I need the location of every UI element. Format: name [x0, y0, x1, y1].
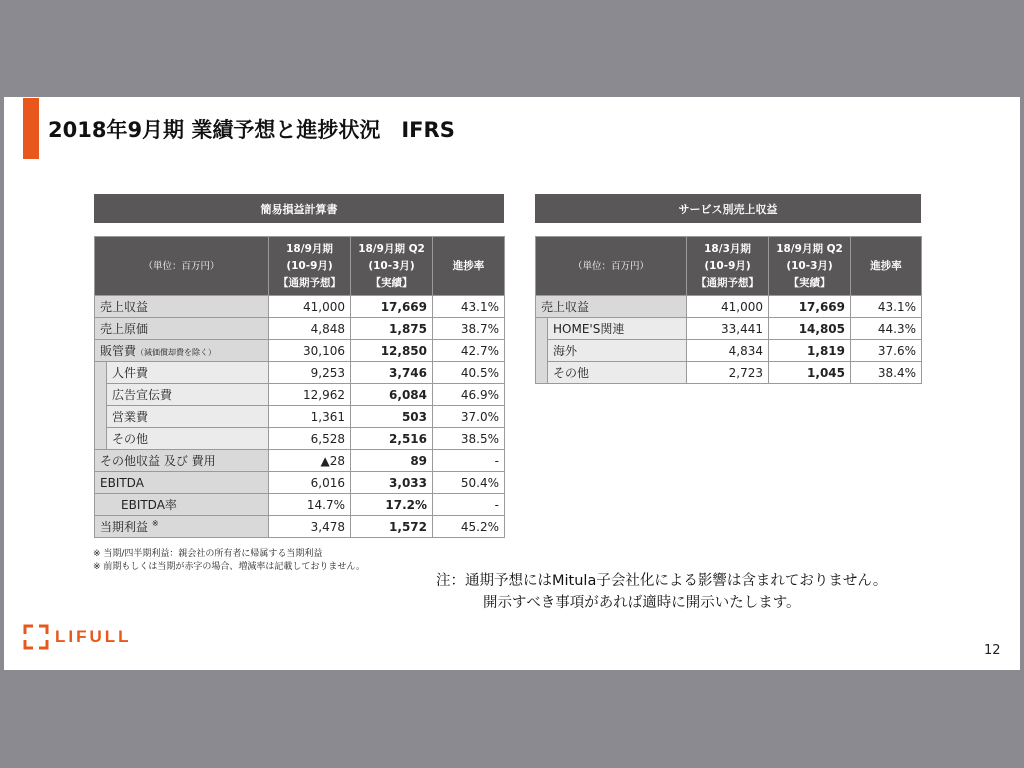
indent-gutter — [536, 318, 548, 384]
unit-header: （単位：百万円） — [95, 237, 269, 296]
table-row: 海外 4,834 1,819 37.6% — [536, 340, 922, 362]
service-revenue-banner: サービス別売上収益 — [535, 194, 921, 223]
bracket-logo-icon — [23, 624, 49, 650]
service-revenue-table — [535, 236, 922, 384]
table-row: 売上収益 41,000 17,669 43.1% — [536, 296, 922, 318]
unit-header: （単位：百万円） — [536, 237, 687, 296]
lifull-logo — [23, 624, 132, 650]
forecast-header: 18/3月期 (10-9月) 【通期予想】 — [687, 237, 769, 296]
actual-header: 18/9月期 Q2 (10-3月) 【実績】 — [769, 237, 851, 296]
table-row: HOME'S関連 33,441 14,805 44.3% — [536, 318, 922, 340]
table-row: EBITDA率 14.7% 17.2% - — [95, 494, 505, 516]
income-statement-table — [94, 236, 505, 538]
table-header-row — [95, 237, 505, 296]
indent-gutter — [95, 362, 107, 450]
table-header-row — [536, 237, 922, 296]
progress-header: 進捗率 — [851, 237, 922, 296]
table-row: 営業費 1,361 503 37.0% — [95, 406, 505, 428]
progress-header: 進捗率 — [433, 237, 505, 296]
table-row: 売上収益 41,000 17,669 43.1% — [95, 296, 505, 318]
income-statement-banner: 簡易損益計算書 — [94, 194, 504, 223]
table-row: EBITDA 6,016 3,033 50.4% — [95, 472, 505, 494]
footnote: ※ 当期/四半期利益：親会社の所有者に帰属する当期利益 — [93, 549, 323, 559]
actual-header: 18/9月期 Q2 (10-3月) 【実績】 — [351, 237, 433, 296]
footnote: ※ 前期もしくは当期が赤字の場合、増減率は記載しておりません。 — [93, 562, 365, 572]
forecast-header: 18/9月期 (10-9月) 【通期予想】 — [269, 237, 351, 296]
table-row: 人件費 9,253 3,746 40.5% — [95, 362, 505, 384]
page-number: 12 — [984, 643, 1001, 658]
table-row: 売上原価 4,848 1,875 38.7% — [95, 318, 505, 340]
table-row: その他 2,723 1,045 38.4% — [536, 362, 922, 384]
table-row: 当期利益 ※ 3,478 1,572 45.2% — [95, 516, 505, 538]
table-row: その他収益 及び 費用 ▲28 89 - — [95, 450, 505, 472]
title-accent-bar — [23, 98, 39, 159]
footnotes — [93, 548, 365, 574]
logo-text: LIFULL — [55, 627, 132, 646]
table-row: 広告宣伝費 12,962 6,084 46.9% — [95, 384, 505, 406]
table-row: 販管費（減価償却費を除く） 30,106 12,850 42.7% — [95, 340, 505, 362]
page-title: 2018年9月期 業績予想と進捗状況 IFRS — [48, 118, 455, 142]
table-row: その他 6,528 2,516 38.5% — [95, 428, 505, 450]
forecast-comment: 注：通期予想にはMitula子会社化による影響は含まれておりません。 開示すべき事項があれば適時に開示いたします。 — [436, 573, 888, 611]
